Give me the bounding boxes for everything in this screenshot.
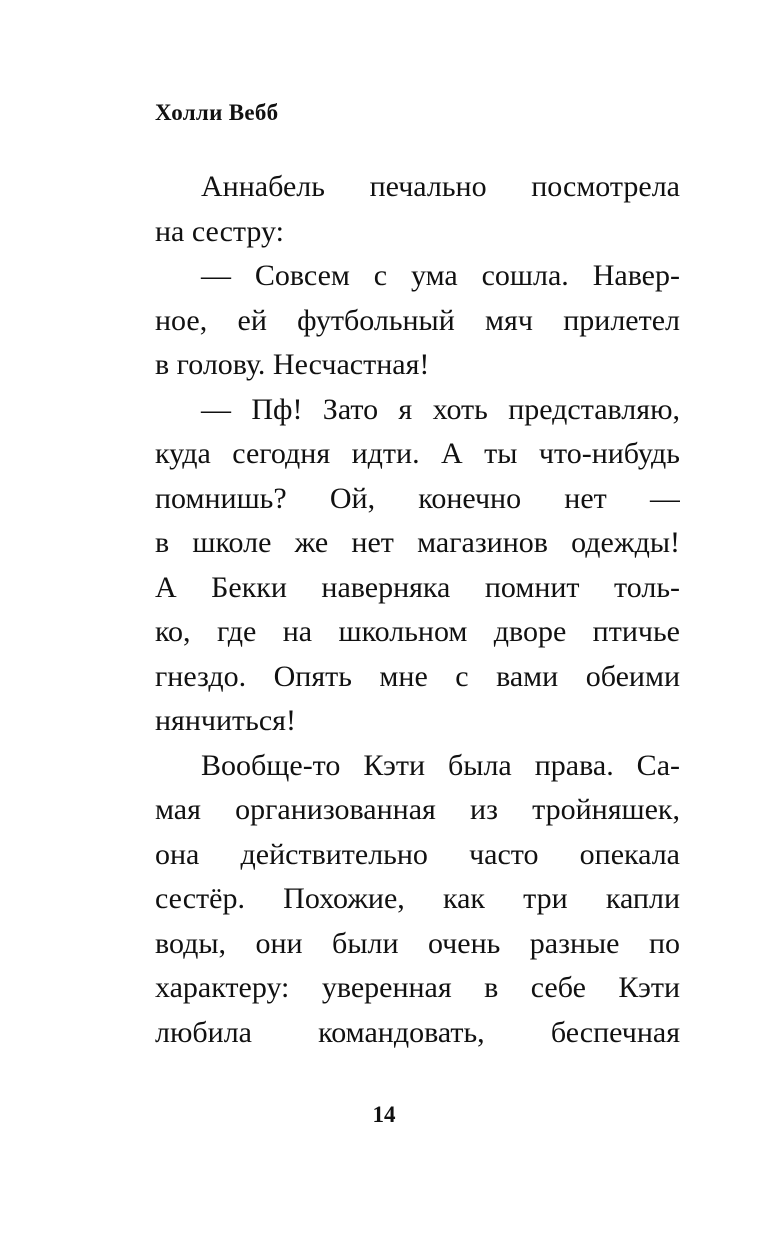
text-line: Вообще-то Кэти была права. Са- <box>201 748 680 782</box>
text-line: А Бекки наверняка помнит толь- <box>155 570 680 604</box>
text-line: — Совсем с ума сошла. Навер- <box>201 259 680 292</box>
text-line: любила командовать, беспечная <box>155 1015 680 1049</box>
text-line: помнишь? Ой, конечно нет — <box>155 481 680 515</box>
text-line: в школе же нет магазинов одежды! <box>155 526 680 559</box>
text-line: в голову. Несчастная! <box>155 348 430 381</box>
text-line: куда сегодня идти. А ты что-нибудь <box>155 437 680 470</box>
text-line: мая организованная из тройняшек, <box>155 793 680 826</box>
text-line: на сестру: <box>155 214 284 248</box>
text-line: она действительно часто опекала <box>155 837 680 871</box>
text-line: воды, они были очень разные по <box>155 926 680 960</box>
text-line: нянчиться! <box>155 704 296 737</box>
body-text <box>155 165 680 1055</box>
text-line: сестёр. Похожие, как три капли <box>155 882 680 915</box>
text-line: характеру: уверенная в себе Кэти <box>155 971 680 1004</box>
page-number: 14 <box>372 1102 396 1127</box>
text-line: ное, ей футбольный мяч прилетел <box>155 303 680 337</box>
text-line: — Пф! Зато я хоть представляю, <box>201 392 680 426</box>
text-line: ко, где на школьном дворе птичье <box>155 615 680 648</box>
running-head-author: Холли Вебб <box>155 100 279 125</box>
text-line: гнездо. Опять мне с вами обеими <box>155 659 680 693</box>
text-line: Аннабель печально посмотрела <box>201 170 680 203</box>
